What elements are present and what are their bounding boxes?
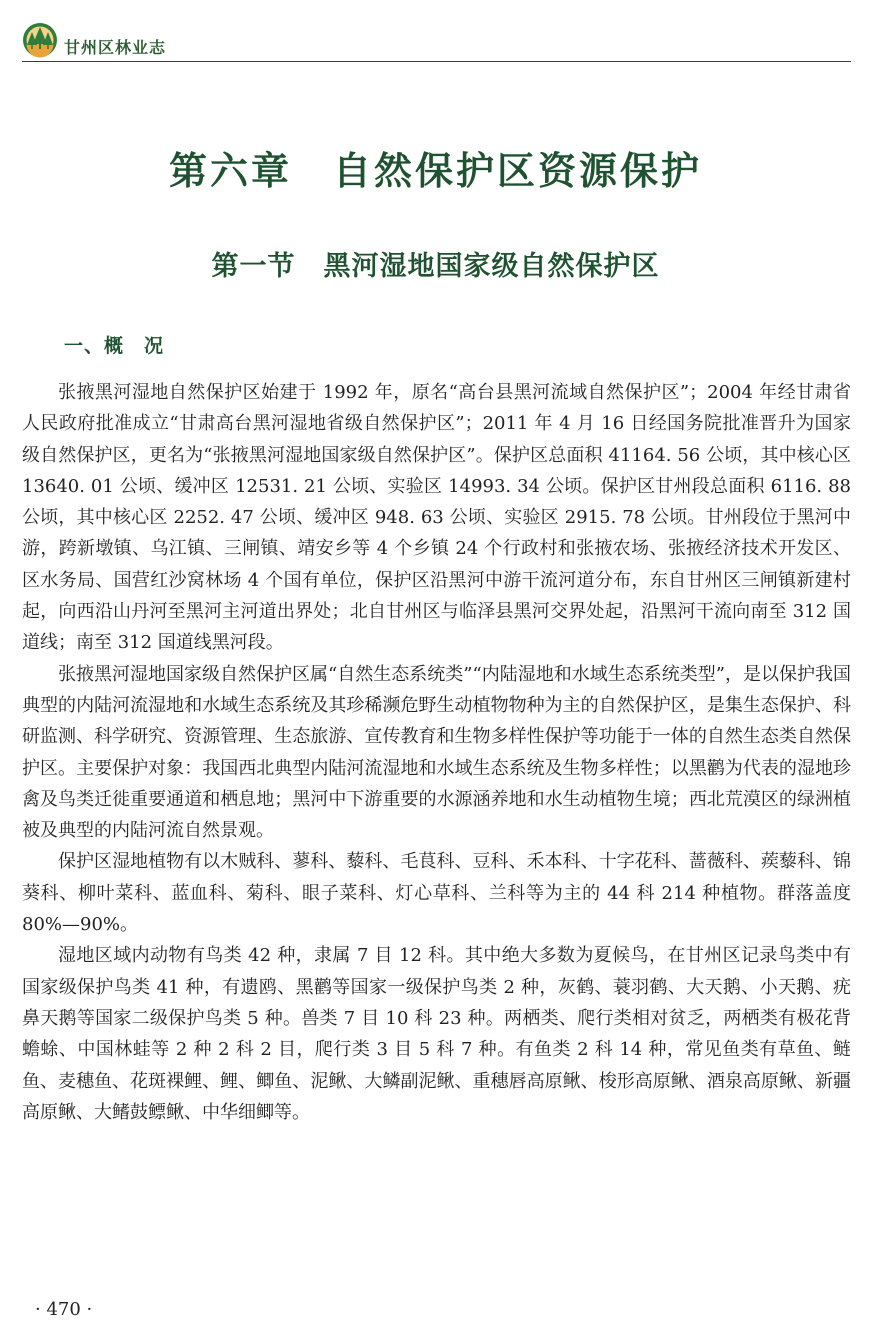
section-title: 第一节 黑河湿地国家级自然保护区 xyxy=(211,251,660,282)
running-header xyxy=(22,22,851,64)
paragraph: 张掖黑河湿地自然保护区始建于 1992 年，原名“高台县黑河流域自然保护区”；2004 年经甘肃省人民政府批准成立“甘肃高台黑河湿地省级自然保护区”；2011 年 4 月 16 日经国务院批准晋升为国家级自然保护区，更名为“张掖黑河湿地国家级自然保护区”。保护区总面积 41164. 56 公顷，其中核心区 13640. 01 公顷、缓冲区 12531. 21 公顷、实验区 14993. 34 公顷。保护区甘州段总面积 6116. 88 公顷，其中核心区 2252. 47 公顷、缓冲区 948. 63 公顷、实验区 2915. 78 公顷。甘州段位于黑河中游，跨新墩镇、乌江镇、三闸镇、靖安乡等 4 个乡镇 24 个行政村和张掖农场、张掖经济技术开发区、区水务局、国营红沙窝林场 4 个国有单位，保护区沿黑河中游干流河道分布，东自甘州区三闸镇新建村起，向西沿山丹河至黑河主河道出界处；北自甘州区与临泽县黑河交界处起，沿黑河干流向南至 312 国道线；南至 312 国道线黑河段。 xyxy=(22,382,851,654)
page-number: · 470 · xyxy=(35,1299,93,1320)
book-title: 甘州区林业志 xyxy=(64,38,167,57)
forestry-logo-icon xyxy=(22,22,58,58)
chapter-title: 第六章 自然保护区资源保护 xyxy=(168,149,702,193)
paragraph: 湿地区域内动物有鸟类 42 种，隶属 7 目 12 科。其中绝大多数为夏候鸟，在甘州区记录鸟类中有国家级保护鸟类 41 种，有遗鸥、黑鹳等国家一级保护鸟类 2 种，灰鹤、蓑羽鹤、大天鹅、小天鹅、疣鼻天鹅等国家二级保护鸟类 5 种。兽类 7 目 10 科 23 种。两栖类、爬行类相对贫乏，两栖类有极花背蟾蜍、中国林蛙等 2 种 2 科 2 目，爬行类 3 目 5 科 7 种。有鱼类 2 科 14 种，常见鱼类有草鱼、鲢鱼、麦穗鱼、花斑裸鲤、鲤、鲫鱼、泥鳅、大鳞副泥鳅、重穗唇高原鳅、梭形高原鳅、酒泉高原鳅、新疆高原鳅、大鳍鼓鳔鳅、中华细鲫等。 xyxy=(22,945,851,1123)
body-text xyxy=(22,377,851,1128)
paragraph: 保护区湿地植物有以木贼科、蓼科、藜科、毛茛科、豆科、禾本科、十字花科、蔷薇科、蒺藜科、锦葵科、柳叶菜科、蓝血科、菊科、眼子菜科、灯心草科、兰科等为主的 44 科 214 种植物。群落盖度 80%—90%。 xyxy=(22,851,851,936)
paragraph: 张掖黑河湿地国家级自然保护区属“自然生态系统类”“内陆湿地和水域生态系统类型”，是以保护我国典型的内陆河流湿地和水域生态系统及其珍稀濒危野生动植物物种为主的自然保护区，是集生态保护、科研监测、科学研究、资源管理、生态旅游、宣传教育和生物多样性保护等功能于一体的自然生态类自然保护区。主要保护对象：我国西北典型内陆河流湿地和水域生态系统及生物多样性；以黑鹳为代表的湿地珍禽及鸟类迁徙重要通道和栖息地；黑河中下游重要的水源涵养地和水生动植物生境；西北荒漠区的绿洲植被及典型的内陆河流自然景观。 xyxy=(22,663,851,842)
header-rule xyxy=(22,61,851,62)
subsection-title: 一、概 况 xyxy=(64,335,165,357)
